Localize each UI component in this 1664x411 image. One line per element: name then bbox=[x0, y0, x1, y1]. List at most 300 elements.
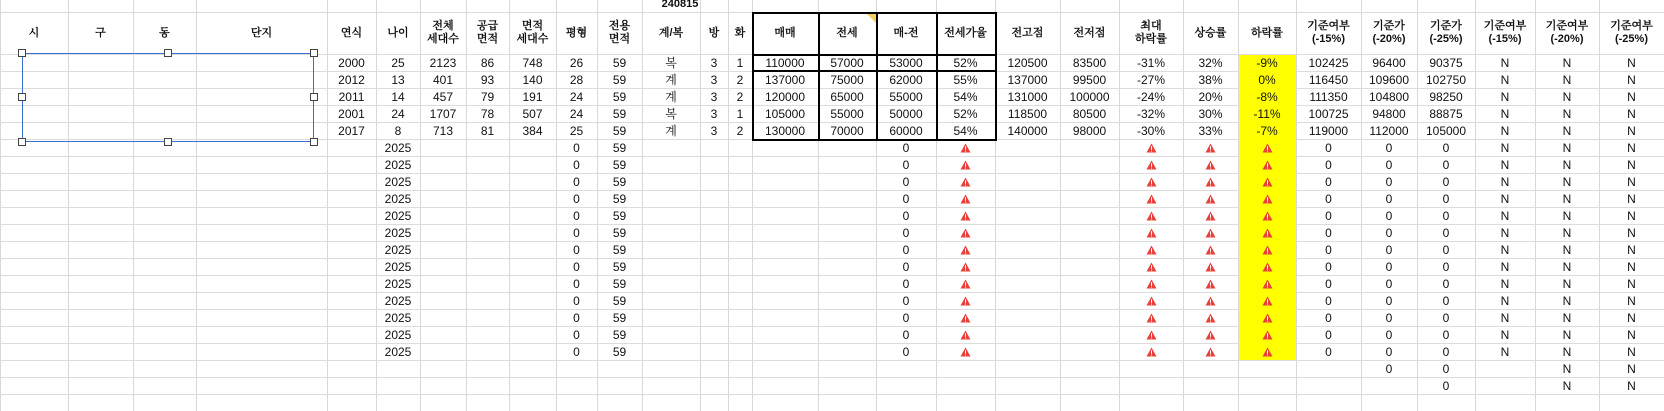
data-cell[interactable]: 0 bbox=[1442, 344, 1450, 359]
data-cell[interactable]: 59 bbox=[612, 208, 627, 223]
data-cell[interactable]: 2025 bbox=[384, 242, 412, 257]
data-cell[interactable]: 0 bbox=[1442, 327, 1450, 342]
data-cell[interactable]: 0 bbox=[1385, 242, 1393, 257]
data-cell[interactable]: 0 bbox=[1385, 361, 1393, 376]
data-cell[interactable]: 748 bbox=[522, 55, 543, 70]
column-header[interactable]: 매-전 bbox=[893, 26, 919, 39]
data-cell[interactable]: N bbox=[1627, 106, 1636, 121]
data-cell[interactable]: 0 bbox=[902, 259, 910, 274]
data-cell[interactable]: N bbox=[1627, 242, 1636, 257]
data-cell[interactable]: -32% bbox=[1136, 106, 1165, 121]
data-cell[interactable]: 0 bbox=[1385, 310, 1393, 325]
column-header[interactable]: 기준가 (-20%) bbox=[1372, 20, 1406, 45]
data-cell[interactable]: 0 bbox=[573, 191, 580, 206]
data-cell[interactable]: 118500 bbox=[1007, 106, 1048, 121]
column-header[interactable]: 기준여부 (-15%) bbox=[1307, 20, 1350, 45]
data-cell[interactable]: 25 bbox=[569, 123, 584, 138]
data-cell[interactable]: 2025 bbox=[384, 259, 412, 274]
data-cell[interactable]: N bbox=[1500, 259, 1510, 274]
column-header[interactable]: 면적 세대수 bbox=[516, 20, 549, 45]
data-cell[interactable]: 55000 bbox=[889, 89, 923, 104]
data-cell[interactable]: 59 bbox=[612, 276, 627, 291]
data-cell[interactable]: N bbox=[1562, 327, 1572, 342]
data-cell[interactable]: 계 bbox=[665, 89, 677, 104]
data-cell[interactable]: 0 bbox=[902, 191, 910, 206]
data-cell[interactable]: 59 bbox=[612, 55, 627, 70]
data-cell[interactable]: 102425 bbox=[1308, 55, 1349, 70]
data-cell[interactable]: N bbox=[1562, 174, 1572, 189]
data-cell[interactable]: 0 bbox=[902, 344, 910, 359]
data-cell[interactable]: 0 bbox=[1385, 157, 1393, 172]
data-cell[interactable]: 28 bbox=[569, 72, 584, 87]
data-cell[interactable]: 0 bbox=[1385, 174, 1393, 189]
column-header[interactable]: 기준가 (-25%) bbox=[1429, 20, 1463, 45]
data-cell[interactable]: N bbox=[1500, 225, 1510, 240]
data-cell[interactable]: 2000 bbox=[338, 55, 365, 70]
data-cell[interactable]: N bbox=[1500, 191, 1510, 206]
data-cell[interactable]: 98250 bbox=[1429, 89, 1463, 104]
data-cell[interactable]: 0 bbox=[1325, 259, 1332, 274]
data-cell[interactable]: 104800 bbox=[1368, 89, 1410, 104]
data-cell[interactable]: N bbox=[1562, 310, 1572, 325]
data-cell[interactable]: 457 bbox=[432, 89, 454, 104]
data-cell[interactable]: 0 bbox=[1442, 208, 1450, 223]
data-cell[interactable]: 30% bbox=[1198, 106, 1223, 121]
data-cell[interactable]: N bbox=[1627, 327, 1636, 342]
data-cell[interactable]: -9% bbox=[1256, 55, 1278, 70]
data-cell[interactable]: 14 bbox=[391, 89, 405, 104]
column-header[interactable]: 나이 bbox=[387, 26, 409, 39]
data-cell[interactable]: N bbox=[1500, 276, 1510, 291]
data-cell[interactable]: 2011 bbox=[338, 89, 365, 104]
data-cell[interactable]: 52% bbox=[953, 106, 978, 121]
data-cell[interactable]: 0 bbox=[573, 157, 580, 172]
data-cell[interactable]: N bbox=[1562, 344, 1572, 359]
data-cell[interactable]: 38% bbox=[1198, 72, 1223, 87]
data-cell[interactable]: 0 bbox=[1442, 191, 1450, 206]
column-header[interactable]: 최대 하락률 bbox=[1135, 20, 1167, 45]
data-cell[interactable]: 59 bbox=[612, 344, 627, 359]
data-cell[interactable]: N bbox=[1562, 293, 1572, 308]
column-header[interactable]: 전세가율 bbox=[944, 26, 987, 39]
data-cell[interactable]: 384 bbox=[522, 123, 543, 138]
data-cell[interactable]: 120000 bbox=[764, 89, 806, 104]
data-cell[interactable]: 2025 bbox=[384, 310, 412, 325]
column-header[interactable]: 전세 bbox=[836, 26, 858, 39]
data-cell[interactable]: 0 bbox=[1385, 259, 1393, 274]
data-cell[interactable]: 88875 bbox=[1429, 106, 1463, 121]
data-cell[interactable]: 55% bbox=[953, 72, 978, 87]
column-header[interactable]: 매매 bbox=[774, 26, 796, 39]
data-cell[interactable]: 60000 bbox=[889, 123, 923, 138]
data-cell[interactable]: 0 bbox=[1385, 276, 1393, 291]
data-cell[interactable]: N bbox=[1562, 208, 1572, 223]
column-header[interactable]: 구 bbox=[95, 26, 106, 39]
data-cell[interactable]: 복 bbox=[665, 106, 677, 121]
data-cell[interactable]: 2025 bbox=[384, 344, 412, 359]
column-header[interactable]: 평형 bbox=[565, 26, 588, 39]
data-cell[interactable]: N bbox=[1562, 72, 1572, 87]
data-cell[interactable]: 1 bbox=[736, 55, 744, 70]
data-cell[interactable]: 0 bbox=[902, 140, 910, 155]
data-cell[interactable]: 191 bbox=[522, 89, 543, 104]
data-cell[interactable]: 59 bbox=[612, 293, 627, 308]
data-cell[interactable]: 130000 bbox=[764, 123, 806, 138]
data-cell[interactable]: 0 bbox=[1442, 361, 1450, 376]
data-cell[interactable]: -7% bbox=[1256, 123, 1278, 138]
data-cell[interactable]: 3 bbox=[710, 72, 718, 87]
data-cell[interactable]: 0 bbox=[902, 327, 910, 342]
data-cell[interactable]: N bbox=[1562, 378, 1572, 393]
resize-handle-top-left[interactable] bbox=[18, 49, 26, 57]
data-cell[interactable]: 24 bbox=[569, 89, 584, 104]
data-cell[interactable]: 0 bbox=[1325, 242, 1332, 257]
data-cell[interactable]: N bbox=[1627, 293, 1636, 308]
data-cell[interactable]: 120500 bbox=[1007, 55, 1048, 70]
data-cell[interactable]: N bbox=[1500, 242, 1510, 257]
data-cell[interactable]: 0 bbox=[1385, 191, 1393, 206]
data-cell[interactable]: 0 bbox=[1325, 327, 1332, 342]
data-cell[interactable]: 0 bbox=[902, 310, 910, 325]
column-header[interactable]: 시 bbox=[28, 26, 40, 39]
data-cell[interactable]: N bbox=[1627, 276, 1636, 291]
data-cell[interactable]: 20% bbox=[1198, 89, 1223, 104]
data-cell[interactable]: N bbox=[1627, 378, 1636, 393]
data-cell[interactable]: 59 bbox=[612, 310, 627, 325]
data-cell[interactable]: 0 bbox=[1385, 140, 1393, 155]
column-header[interactable]: 기준여부 (-25%) bbox=[1610, 20, 1653, 45]
data-cell[interactable]: 102750 bbox=[1425, 72, 1467, 87]
data-cell[interactable]: N bbox=[1627, 344, 1636, 359]
data-cell[interactable]: 59 bbox=[612, 259, 627, 274]
column-header[interactable]: 방 bbox=[708, 26, 720, 39]
data-cell[interactable]: 54% bbox=[953, 89, 978, 104]
column-header[interactable]: 동 bbox=[159, 26, 170, 39]
data-cell[interactable]: 52% bbox=[953, 55, 978, 70]
data-cell[interactable]: 0 bbox=[1442, 293, 1450, 308]
data-cell[interactable]: 0 bbox=[1442, 276, 1450, 291]
data-cell[interactable]: 0 bbox=[1325, 225, 1332, 240]
data-cell[interactable]: N bbox=[1627, 191, 1636, 206]
data-cell[interactable]: 55000 bbox=[830, 106, 864, 121]
data-cell[interactable]: 96400 bbox=[1372, 55, 1406, 70]
data-cell[interactable]: 0 bbox=[902, 293, 910, 308]
data-cell[interactable]: 3 bbox=[710, 106, 718, 121]
column-header[interactable]: 기준여부 (-15%) bbox=[1483, 20, 1527, 45]
data-cell[interactable]: 75000 bbox=[830, 72, 864, 87]
data-cell[interactable]: 0 bbox=[573, 208, 580, 223]
data-cell[interactable]: 2025 bbox=[384, 276, 412, 291]
data-cell[interactable]: -11% bbox=[1253, 106, 1281, 121]
data-cell[interactable]: 0 bbox=[573, 344, 580, 359]
data-cell[interactable]: 112000 bbox=[1369, 123, 1409, 138]
data-cell[interactable]: 93 bbox=[480, 72, 495, 87]
data-cell[interactable]: N bbox=[1562, 276, 1572, 291]
data-cell[interactable]: 713 bbox=[432, 123, 454, 138]
data-cell[interactable]: 2 bbox=[736, 89, 744, 104]
data-cell[interactable]: 0 bbox=[1385, 327, 1393, 342]
data-cell[interactable]: 0 bbox=[1325, 276, 1332, 291]
data-cell[interactable]: 0 bbox=[1442, 225, 1450, 240]
data-cell[interactable]: 57000 bbox=[830, 55, 864, 70]
data-cell[interactable]: N bbox=[1500, 327, 1510, 342]
data-cell[interactable]: 2 bbox=[736, 72, 744, 87]
data-cell[interactable]: 100000 bbox=[1069, 89, 1110, 104]
data-cell[interactable]: 59 bbox=[612, 140, 627, 155]
column-header[interactable]: 전체 세대수 bbox=[427, 20, 459, 45]
data-cell[interactable]: 0 bbox=[573, 310, 580, 325]
data-cell[interactable]: 2 bbox=[736, 123, 744, 138]
data-cell[interactable]: 3 bbox=[710, 55, 718, 70]
data-cell[interactable]: 109600 bbox=[1368, 72, 1410, 87]
data-cell[interactable]: 0 bbox=[1325, 140, 1332, 155]
column-header[interactable]: 단지 bbox=[250, 26, 273, 39]
column-header[interactable]: 전저점 bbox=[1073, 26, 1106, 39]
data-cell[interactable]: 33% bbox=[1198, 123, 1223, 138]
column-header[interactable]: 하락률 bbox=[1251, 26, 1283, 39]
data-cell[interactable]: 0 bbox=[1325, 293, 1332, 308]
data-cell[interactable]: 59 bbox=[612, 89, 627, 104]
data-cell[interactable]: 3 bbox=[710, 89, 718, 104]
data-cell[interactable]: 70000 bbox=[830, 123, 864, 138]
column-header[interactable]: 기준여부 (-20%) bbox=[1545, 20, 1589, 45]
data-cell[interactable]: 2012 bbox=[338, 72, 365, 87]
data-cell[interactable]: 0 bbox=[1442, 242, 1450, 257]
data-cell[interactable]: 140 bbox=[522, 72, 543, 87]
data-cell[interactable]: N bbox=[1500, 123, 1510, 138]
data-cell[interactable]: 0 bbox=[1442, 378, 1450, 393]
data-cell[interactable]: 계 bbox=[665, 123, 677, 138]
data-cell[interactable]: 0 bbox=[573, 293, 580, 308]
data-cell[interactable]: 137000 bbox=[1007, 72, 1048, 87]
data-cell[interactable]: 59 bbox=[612, 106, 627, 121]
data-cell[interactable]: 59 bbox=[612, 225, 627, 240]
data-cell[interactable]: 3 bbox=[710, 123, 718, 138]
data-cell[interactable]: 0 bbox=[1325, 191, 1332, 206]
data-cell[interactable]: N bbox=[1562, 242, 1572, 257]
data-cell[interactable]: 13 bbox=[391, 72, 405, 87]
data-cell[interactable]: 0 bbox=[1325, 157, 1332, 172]
data-cell[interactable]: 59 bbox=[612, 327, 627, 342]
data-cell[interactable]: 0 bbox=[902, 242, 910, 257]
data-cell[interactable]: N bbox=[1627, 72, 1636, 87]
data-cell[interactable]: N bbox=[1500, 106, 1510, 121]
data-cell[interactable]: N bbox=[1500, 72, 1510, 87]
data-cell[interactable]: 0 bbox=[1385, 208, 1393, 223]
data-cell[interactable]: 24 bbox=[391, 106, 405, 121]
data-cell[interactable]: N bbox=[1500, 344, 1510, 359]
data-cell[interactable]: 78 bbox=[480, 106, 495, 121]
data-cell[interactable]: 54% bbox=[953, 123, 978, 138]
data-cell[interactable]: N bbox=[1627, 123, 1636, 138]
data-cell[interactable]: 81 bbox=[480, 123, 495, 138]
data-cell[interactable]: N bbox=[1500, 55, 1510, 70]
data-cell[interactable]: 0 bbox=[1325, 174, 1332, 189]
data-cell[interactable]: N bbox=[1627, 208, 1636, 223]
data-cell[interactable]: 0 bbox=[1385, 293, 1393, 308]
data-cell[interactable]: 79 bbox=[480, 89, 495, 104]
column-header[interactable]: 연식 bbox=[340, 26, 363, 39]
resize-handle-top-right[interactable] bbox=[310, 49, 318, 57]
data-cell[interactable]: 59 bbox=[612, 191, 627, 206]
data-cell[interactable]: 2123 bbox=[429, 55, 457, 70]
data-cell[interactable]: 507 bbox=[522, 106, 543, 121]
data-cell[interactable]: -24% bbox=[1136, 89, 1165, 104]
data-cell[interactable]: N bbox=[1627, 140, 1636, 155]
data-cell[interactable]: N bbox=[1627, 89, 1636, 104]
data-cell[interactable]: -31% bbox=[1136, 55, 1165, 70]
data-cell[interactable]: -30% bbox=[1136, 123, 1165, 138]
data-cell[interactable]: 0 bbox=[573, 140, 580, 155]
data-cell[interactable]: N bbox=[1627, 225, 1636, 240]
data-cell[interactable]: 2025 bbox=[384, 174, 412, 189]
data-cell[interactable]: 90375 bbox=[1429, 55, 1463, 70]
data-cell[interactable]: N bbox=[1562, 361, 1572, 376]
data-cell[interactable]: 100725 bbox=[1308, 106, 1349, 121]
column-header[interactable]: 상승률 bbox=[1194, 26, 1227, 39]
data-cell[interactable]: N bbox=[1627, 361, 1636, 376]
resize-handle-left[interactable] bbox=[18, 93, 26, 101]
data-cell[interactable]: N bbox=[1627, 157, 1636, 172]
data-cell[interactable]: N bbox=[1500, 293, 1510, 308]
data-cell[interactable]: 140000 bbox=[1007, 123, 1048, 138]
data-cell[interactable]: 0 bbox=[1385, 225, 1393, 240]
data-cell[interactable]: 2025 bbox=[384, 293, 412, 308]
data-cell[interactable]: N bbox=[1562, 89, 1572, 104]
data-cell[interactable]: -8% bbox=[1256, 89, 1278, 104]
data-cell[interactable]: N bbox=[1562, 140, 1572, 155]
data-cell[interactable]: 131000 bbox=[1007, 89, 1048, 104]
data-cell[interactable]: 2025 bbox=[384, 140, 412, 155]
column-header[interactable]: 공급 면적 bbox=[476, 20, 499, 45]
data-cell[interactable]: 119000 bbox=[1308, 123, 1349, 138]
data-cell[interactable]: 0 bbox=[1442, 157, 1450, 172]
data-cell[interactable]: N bbox=[1627, 310, 1636, 325]
data-cell[interactable]: 0 bbox=[1442, 259, 1450, 274]
data-cell[interactable]: N bbox=[1562, 191, 1572, 206]
resize-handle-bottom[interactable] bbox=[164, 138, 172, 146]
data-cell[interactable]: 98000 bbox=[1072, 123, 1107, 138]
data-cell[interactable]: 62000 bbox=[889, 72, 923, 87]
data-cell[interactable]: 계 bbox=[665, 72, 677, 87]
data-cell[interactable]: 83500 bbox=[1072, 55, 1107, 70]
data-cell[interactable]: 25 bbox=[391, 55, 405, 70]
data-cell[interactable]: 2025 bbox=[384, 327, 412, 342]
data-cell[interactable]: 99500 bbox=[1072, 72, 1107, 87]
data-cell[interactable]: 105000 bbox=[1425, 123, 1467, 138]
data-cell[interactable]: 0 bbox=[1442, 310, 1450, 325]
column-header[interactable]: 전고점 bbox=[1011, 26, 1044, 39]
data-cell[interactable]: 116450 bbox=[1308, 72, 1349, 87]
data-cell[interactable]: 2025 bbox=[384, 157, 412, 172]
data-cell[interactable]: 0 bbox=[1442, 174, 1450, 189]
data-cell[interactable]: N bbox=[1562, 55, 1572, 70]
data-cell[interactable]: 0 bbox=[902, 157, 910, 172]
data-cell[interactable]: 80500 bbox=[1072, 106, 1107, 121]
data-cell[interactable]: 24 bbox=[569, 106, 584, 121]
data-cell[interactable]: 65000 bbox=[830, 89, 864, 104]
data-cell[interactable]: N bbox=[1562, 106, 1572, 121]
data-cell[interactable]: 1 bbox=[736, 106, 744, 121]
data-cell[interactable]: 0 bbox=[573, 225, 580, 240]
data-cell[interactable]: N bbox=[1500, 208, 1510, 223]
data-cell[interactable]: N bbox=[1562, 123, 1572, 138]
data-cell[interactable]: 26 bbox=[569, 55, 584, 70]
data-cell[interactable]: N bbox=[1627, 174, 1636, 189]
data-cell[interactable]: 0 bbox=[902, 208, 910, 223]
data-cell[interactable]: 111350 bbox=[1309, 89, 1348, 104]
data-cell[interactable]: 2025 bbox=[384, 191, 412, 206]
data-cell[interactable]: 0% bbox=[1258, 72, 1276, 87]
data-cell[interactable]: 59 bbox=[612, 157, 627, 172]
data-cell[interactable]: 1707 bbox=[429, 106, 457, 121]
data-cell[interactable]: 59 bbox=[612, 72, 627, 87]
data-cell[interactable]: 복 bbox=[665, 55, 677, 70]
data-cell[interactable]: 0 bbox=[1325, 208, 1332, 223]
data-cell[interactable]: N bbox=[1627, 55, 1636, 70]
data-cell[interactable]: N bbox=[1500, 140, 1510, 155]
data-cell[interactable]: 86 bbox=[480, 55, 495, 70]
data-cell[interactable]: 53000 bbox=[889, 55, 923, 70]
data-cell[interactable]: 32% bbox=[1198, 55, 1223, 70]
resize-handle-right[interactable] bbox=[310, 93, 318, 101]
data-cell[interactable]: 59 bbox=[612, 242, 627, 257]
data-cell[interactable]: 2025 bbox=[384, 225, 412, 240]
data-cell[interactable]: N bbox=[1562, 259, 1572, 274]
data-cell[interactable]: 0 bbox=[1385, 344, 1393, 359]
data-cell[interactable]: 59 bbox=[612, 123, 627, 138]
selected-shape[interactable] bbox=[22, 53, 314, 142]
data-cell[interactable]: 0 bbox=[573, 242, 580, 257]
data-cell[interactable]: 110000 bbox=[765, 55, 805, 70]
data-cell[interactable]: 50000 bbox=[889, 106, 923, 121]
column-header[interactable]: 계/복 bbox=[658, 26, 684, 39]
column-header[interactable]: 전용 면적 bbox=[608, 20, 631, 45]
data-cell[interactable]: 0 bbox=[1442, 140, 1450, 155]
data-cell[interactable]: N bbox=[1562, 157, 1572, 172]
data-cell[interactable]: 0 bbox=[902, 225, 910, 240]
data-cell[interactable]: 2025 bbox=[384, 208, 412, 223]
data-cell[interactable]: 0 bbox=[573, 259, 580, 274]
data-cell[interactable]: 2017 bbox=[338, 123, 365, 138]
data-cell[interactable]: 2001 bbox=[338, 106, 365, 121]
data-cell[interactable]: N bbox=[1500, 310, 1510, 325]
data-cell[interactable]: 0 bbox=[573, 327, 580, 342]
resize-handle-bottom-left[interactable] bbox=[18, 138, 26, 146]
data-cell[interactable]: 105000 bbox=[764, 106, 806, 121]
data-cell[interactable]: N bbox=[1500, 89, 1510, 104]
data-cell[interactable]: 8 bbox=[394, 123, 402, 138]
column-header[interactable]: 화 bbox=[734, 26, 746, 39]
comment-indicator-icon[interactable] bbox=[867, 14, 876, 23]
data-cell[interactable]: -27% bbox=[1136, 72, 1165, 87]
data-cell[interactable]: 0 bbox=[573, 276, 580, 291]
data-cell[interactable]: 94800 bbox=[1372, 106, 1406, 121]
data-cell[interactable]: N bbox=[1500, 157, 1510, 172]
data-cell[interactable]: 0 bbox=[573, 174, 580, 189]
data-cell[interactable]: N bbox=[1562, 225, 1572, 240]
data-cell[interactable]: 0 bbox=[1325, 344, 1332, 359]
data-cell[interactable]: 0 bbox=[902, 174, 910, 189]
data-cell[interactable]: 137000 bbox=[764, 72, 806, 87]
data-cell[interactable]: 0 bbox=[1325, 310, 1332, 325]
resize-handle-top[interactable] bbox=[164, 49, 172, 57]
data-cell[interactable]: N bbox=[1627, 259, 1636, 274]
data-cell[interactable]: 401 bbox=[432, 72, 454, 87]
data-cell[interactable]: N bbox=[1500, 174, 1510, 189]
data-cell[interactable]: 59 bbox=[612, 174, 627, 189]
resize-handle-bottom-right[interactable] bbox=[310, 138, 318, 146]
